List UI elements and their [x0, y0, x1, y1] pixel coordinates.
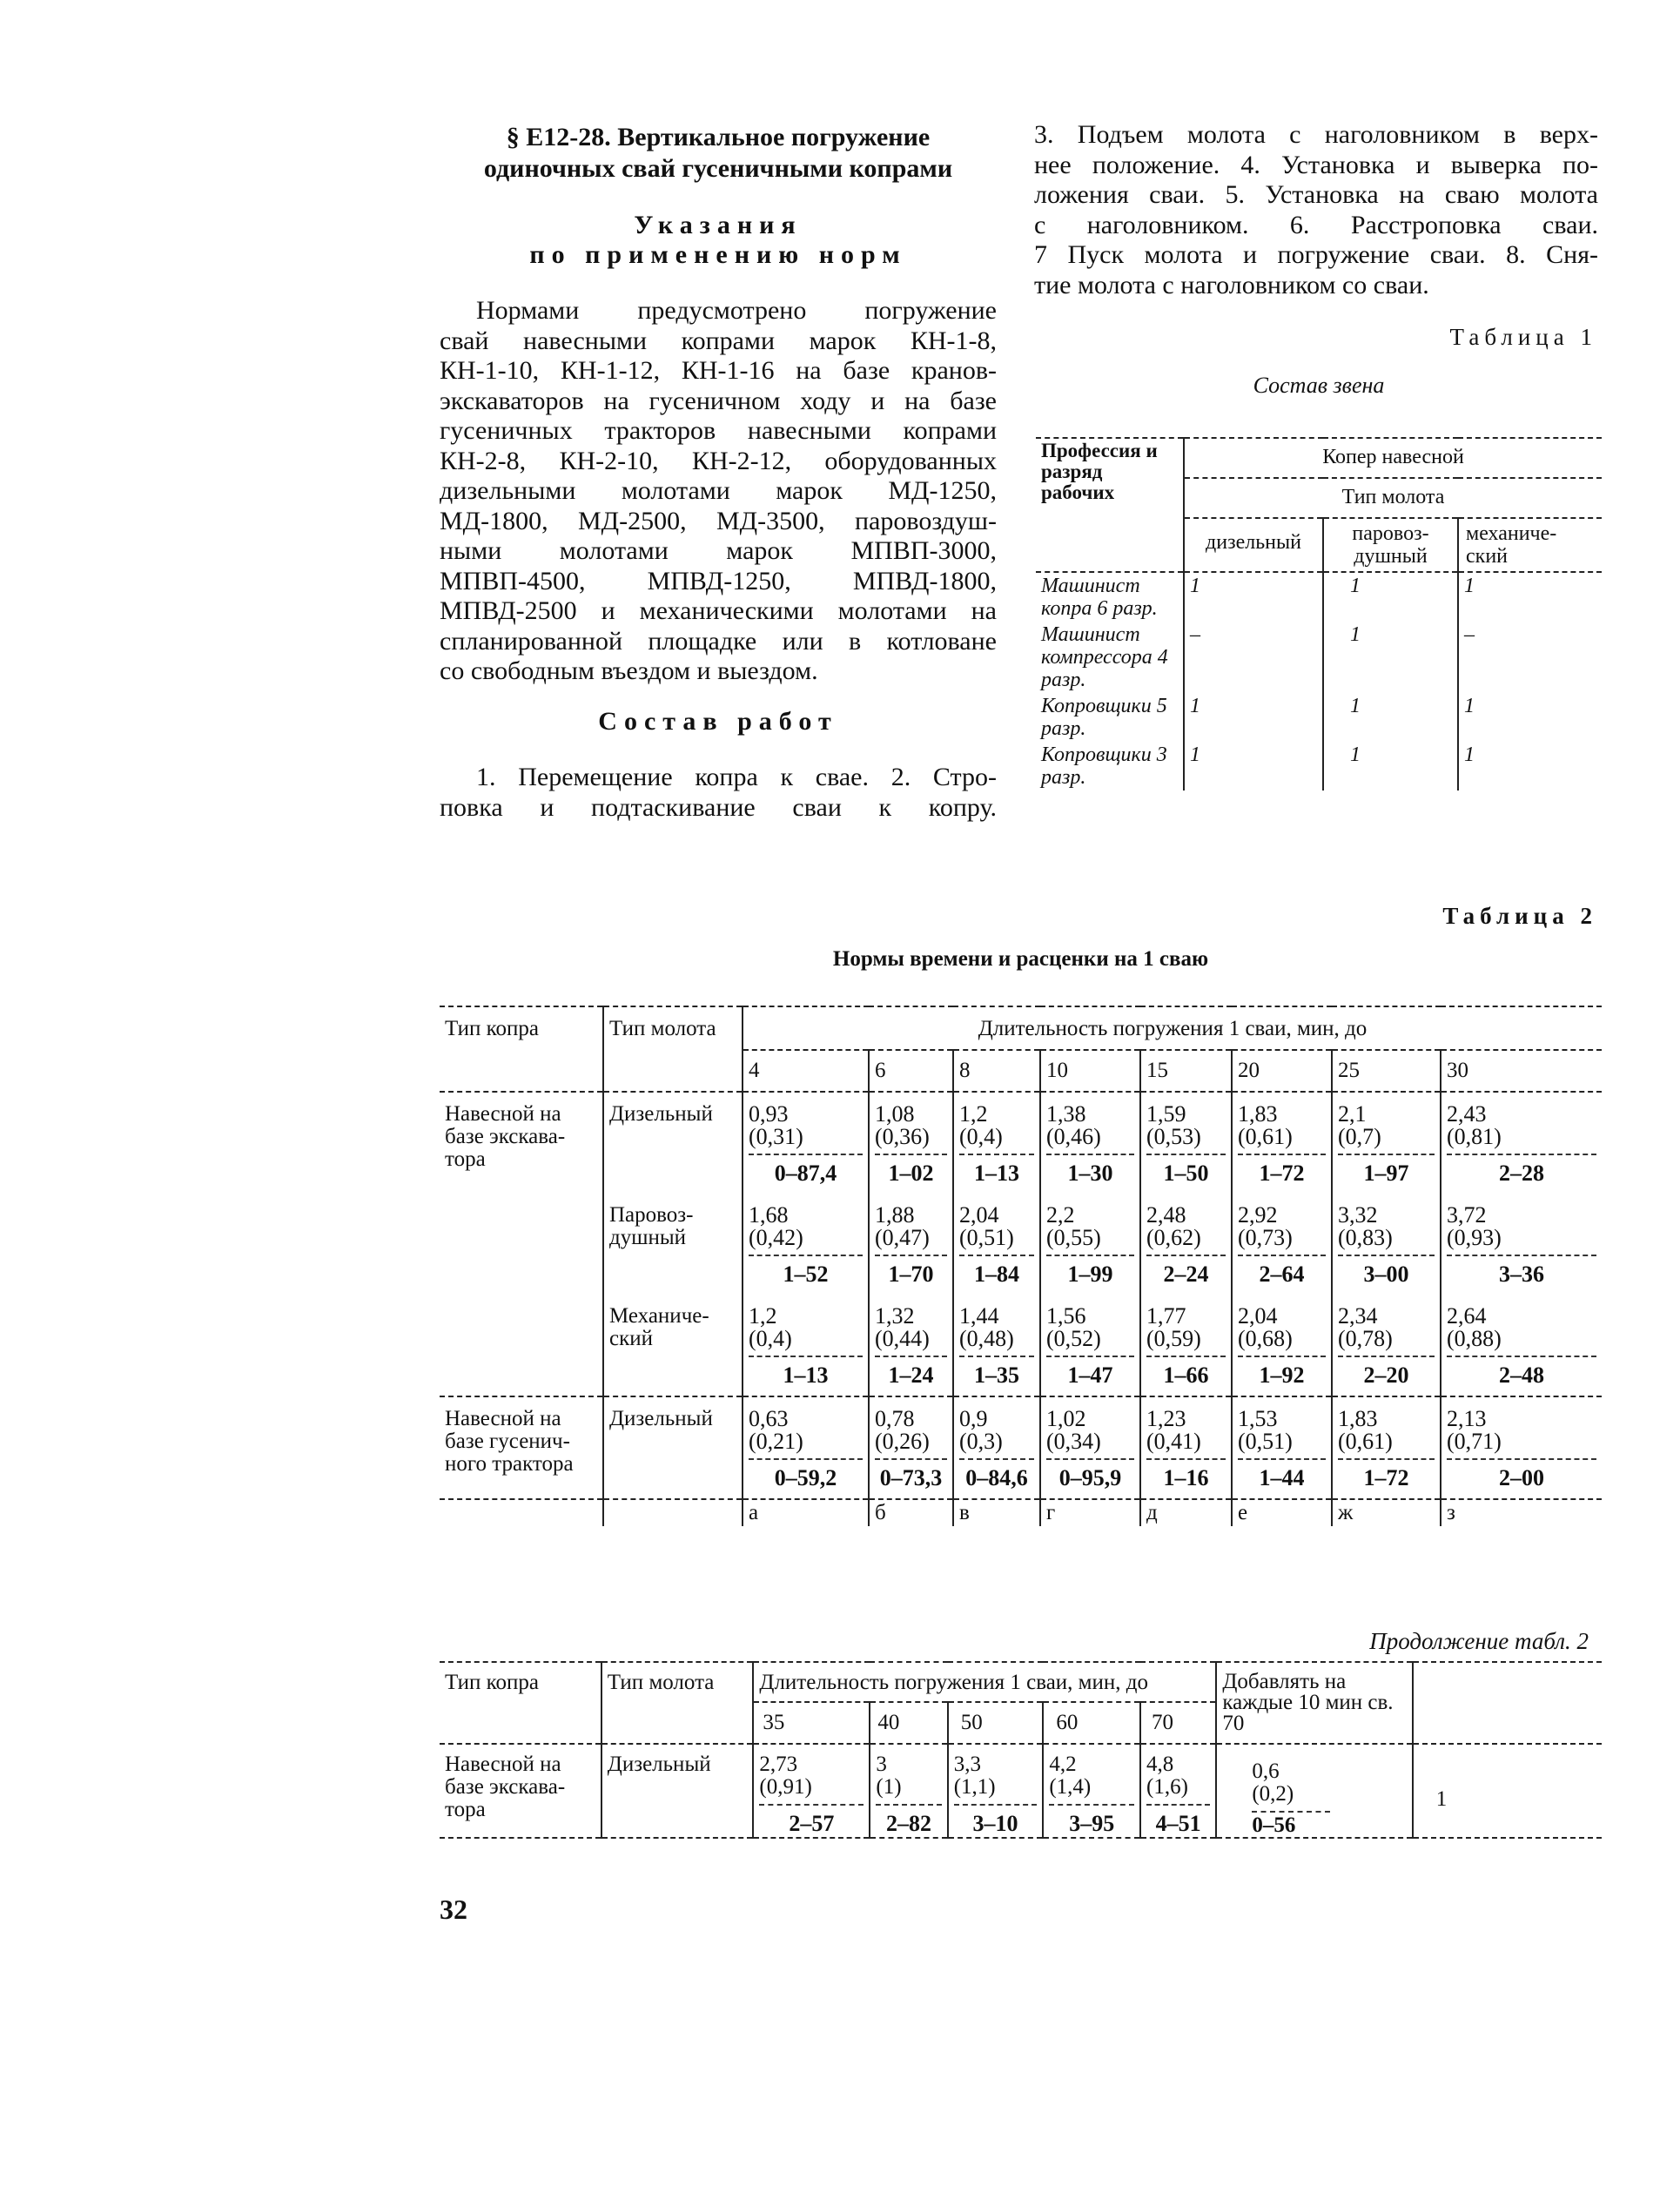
t3-header-hammer: Тип молота: [601, 1662, 754, 1744]
t2-hammer: Механиче-ский: [603, 1295, 743, 1396]
t1-type-diesel: дизельный: [1184, 518, 1323, 572]
t2-price: 1–24: [888, 1362, 934, 1388]
t2-duration: 8: [953, 1050, 1040, 1092]
section-heading: [453, 122, 984, 185]
t3-header-add: Добавлять на каждые 10 мин св. 70: [1216, 1662, 1412, 1744]
t3-paren: (1,4): [1049, 1775, 1092, 1799]
t2-letter: б: [869, 1499, 953, 1526]
cell-divider: [959, 1154, 1034, 1155]
t2-cell: [1332, 1194, 1441, 1295]
t2-price: 0–87,4: [774, 1161, 837, 1186]
cell-divider: [1338, 1356, 1435, 1357]
t2-norm: 0,63: [749, 1406, 789, 1431]
t2-price: 2–28: [1499, 1161, 1544, 1186]
t2-price: 1–13: [974, 1161, 1019, 1186]
cell-divider: [1447, 1255, 1596, 1256]
cell-divider: [959, 1458, 1034, 1460]
t1-cell: 1: [1458, 742, 1602, 791]
works-col2: [1034, 120, 1598, 300]
cell-divider: [1447, 1154, 1596, 1155]
t3-kopr: Навесной на базе экскава-тора: [445, 1753, 566, 1821]
t2-norm: 2,34: [1338, 1303, 1378, 1329]
cell-divider: [1046, 1356, 1134, 1357]
t3-cell: [948, 1744, 1044, 1838]
t3-norm: 4,8: [1146, 1753, 1174, 1776]
t2-cell: [1232, 1194, 1332, 1295]
t3-norm: 4,2: [1049, 1753, 1077, 1776]
t2-paren: (0,31): [749, 1124, 803, 1149]
t2-cell: [1140, 1194, 1232, 1295]
t3-paren: (1,6): [1146, 1775, 1188, 1799]
t2-cell: [869, 1194, 953, 1295]
t2-price: 1–16: [1163, 1465, 1209, 1490]
t3-norm: 3: [876, 1753, 887, 1776]
t2-cell: [1140, 1295, 1232, 1396]
t2-cell: [1040, 1194, 1140, 1295]
text-line: ными молотами марок МПВП-3000,: [440, 536, 997, 565]
t1-cell: –: [1458, 622, 1602, 693]
table2-cont: [440, 1661, 1602, 1839]
cell-divider: [1049, 1804, 1134, 1806]
t3-price: 2–57: [789, 1811, 835, 1836]
t2-norm: 0,93: [749, 1101, 789, 1127]
t2-letter: а: [743, 1499, 869, 1526]
t2-paren: (0,34): [1046, 1429, 1101, 1454]
t2-norm: 1,32: [875, 1303, 915, 1329]
t2-hammer: Дизельный: [603, 1396, 743, 1499]
cell-divider: [954, 1804, 1038, 1806]
text-line: КН-2-8, КН-2-10, КН-2-12, оборудованных: [440, 446, 997, 475]
t2-cell: [1332, 1295, 1441, 1396]
guidance-paragraph: [440, 296, 997, 687]
t2-cell: [869, 1295, 953, 1396]
t2-paren: (0,26): [875, 1429, 930, 1454]
t2-kopr: [440, 1295, 603, 1396]
t2-cell: [1332, 1396, 1441, 1499]
t2-cell: [953, 1396, 1040, 1499]
cell-divider: [876, 1804, 941, 1806]
cell-divider: [875, 1255, 947, 1256]
text-line: спланированной площадке или в котловане: [440, 626, 997, 656]
heading-line-1: § Е12-28. Вертикальное погружение: [506, 123, 931, 151]
t2-cell: [1332, 1092, 1441, 1194]
t3-duration: 70: [1140, 1702, 1216, 1744]
cell-divider: [749, 1356, 863, 1357]
t2-price: 2–20: [1363, 1362, 1409, 1388]
t2-paren: (0,59): [1146, 1326, 1201, 1351]
t2-cell: [1232, 1092, 1332, 1194]
t2-paren: (0,93): [1447, 1225, 1502, 1250]
table1-label: Таблица 1: [1449, 324, 1597, 350]
cell-divider: [1146, 1154, 1226, 1155]
t2-body: [440, 1092, 1602, 1499]
text-line: тие молота с наголовником со сваи.: [1034, 270, 1429, 299]
table2-caption: Нормы времени и расценки на 1 сваю: [832, 947, 1209, 971]
t2-cell: [953, 1295, 1040, 1396]
t3-price: 4–51: [1155, 1811, 1201, 1836]
text-line: повка и подтаскивание сваи к копру.: [440, 792, 997, 822]
t2-norm: 1,59: [1146, 1101, 1186, 1127]
t2-norm: 1,83: [1238, 1101, 1278, 1127]
t2-norm: 1,23: [1146, 1406, 1186, 1431]
t3-duration: 35: [753, 1702, 870, 1744]
t2-row: [440, 1396, 1602, 1499]
t2-price: 0–73,3: [879, 1465, 943, 1490]
t2-cell: [1441, 1295, 1602, 1396]
t1-header-profession: Профессия и разряд рабочих: [1036, 438, 1184, 572]
t2-cell: [1040, 1295, 1140, 1396]
cell-divider: [1238, 1458, 1326, 1460]
t1-cell: –: [1184, 622, 1323, 693]
t2-price: 1–35: [974, 1362, 1019, 1388]
t3-price: 2–82: [886, 1811, 932, 1836]
cell-divider: [759, 1804, 864, 1806]
t2-paren: (0,4): [959, 1124, 1003, 1149]
t2-price: 1–13: [783, 1362, 829, 1388]
t2-paren: (0,4): [749, 1326, 792, 1351]
t3-price: 3–95: [1069, 1811, 1115, 1836]
t2-letter: в: [953, 1499, 1040, 1526]
t2-price: 1–99: [1067, 1261, 1113, 1287]
t2-norm: 1,53: [1238, 1406, 1278, 1431]
t2-price: 1–47: [1067, 1362, 1113, 1388]
text-line: дизельными молотами марок МД-1250,: [440, 476, 997, 505]
t2-letter: г: [1040, 1499, 1140, 1526]
text-line: МПВП-4500, МПВД-1250, МПВД-1800,: [440, 566, 997, 595]
t2-cell: [743, 1092, 869, 1194]
t1-header-type: Тип молота: [1184, 478, 1602, 518]
cell-divider: [749, 1458, 863, 1460]
text-line: свай навесными копрами марок КН-1-8,: [440, 326, 997, 355]
t2-duration: 6: [869, 1050, 953, 1092]
t2-paren: (0,7): [1338, 1124, 1381, 1149]
t2-norm: 1,68: [749, 1202, 789, 1228]
t2-letter-spacer: [603, 1499, 743, 1526]
t2-cell: [1140, 1092, 1232, 1194]
t1-cell: 1: [1323, 572, 1458, 622]
t3-duration: 60: [1043, 1702, 1140, 1744]
t2-paren: (0,3): [959, 1429, 1003, 1454]
text-line: 1. Перемещение копра к свае. 2. Стро-: [476, 763, 997, 791]
t2-price: 1–02: [888, 1161, 934, 1186]
cell-divider: [1146, 1458, 1226, 1460]
t3-paren: (0,91): [759, 1775, 812, 1799]
t2-duration: 10: [1040, 1050, 1140, 1092]
cell-divider: [1046, 1458, 1134, 1460]
t1-cell: 1: [1323, 622, 1458, 693]
t3-norm: 3,3: [953, 1753, 981, 1776]
t2-price: 0–84,6: [965, 1465, 1028, 1490]
t2-price: 3–36: [1499, 1261, 1544, 1287]
cell-divider: [1238, 1154, 1326, 1155]
t2-cell: [1040, 1396, 1140, 1499]
cell-divider: [1338, 1255, 1435, 1256]
t3-cell: [1140, 1744, 1216, 1838]
t2-norm: 3,32: [1338, 1202, 1378, 1228]
t1-row-prof: Машинист компрессора 4 разр.: [1041, 623, 1168, 691]
t2-price: 2–48: [1499, 1362, 1544, 1388]
t3-cell: [753, 1744, 870, 1838]
t3-duration: 50: [948, 1702, 1044, 1744]
t2-cell: [1441, 1092, 1602, 1194]
t2-kopr: [440, 1194, 603, 1295]
cell-divider: [1338, 1458, 1435, 1460]
t3-header-kopr: Тип копра: [440, 1662, 601, 1744]
t2-norm: 1,2: [749, 1303, 777, 1329]
cell-divider: [1046, 1154, 1134, 1155]
t1-cell: 1: [1184, 572, 1323, 622]
text-line: МД-1800, МД-2500, МД-3500, паровоздуш-: [440, 506, 997, 535]
cell-divider: [1238, 1255, 1326, 1256]
text-line: 7 Пуск молота и погружение сваи. 8. Сня-: [1034, 240, 1598, 269]
t2-cell: [743, 1396, 869, 1499]
t2-norm: 1,83: [1338, 1406, 1378, 1431]
t2-price: 2–64: [1259, 1261, 1305, 1287]
text-line: Нормами предусмотрено погружение: [476, 296, 997, 325]
t2-paren: (0,21): [749, 1429, 803, 1454]
t2-letter-spacer: [440, 1499, 603, 1526]
cell-divider: [875, 1154, 947, 1155]
t3-paren: (1): [876, 1775, 902, 1799]
t1-cell: 1: [1323, 693, 1458, 742]
cell-divider: [1447, 1356, 1596, 1357]
table2-label: Таблица 2: [1442, 903, 1597, 929]
cell-divider: [1238, 1356, 1326, 1357]
t3-cell: [1043, 1744, 1140, 1838]
t2-paren: (0,47): [875, 1225, 930, 1250]
t2-kopr: Навесной на базе гусенич-ного трактора: [445, 1407, 574, 1476]
t1-row-prof: Копровщики 5 разр.: [1041, 695, 1167, 740]
t2-cell: [1140, 1396, 1232, 1499]
t2-duration: 25: [1332, 1050, 1441, 1092]
t2-norm: 1,56: [1046, 1303, 1086, 1329]
t2-price: 2–00: [1499, 1465, 1544, 1490]
t2-paren: (0,71): [1447, 1429, 1502, 1454]
t3-price: 3–10: [972, 1811, 1018, 1836]
t2-paren: (0,52): [1046, 1326, 1101, 1351]
table1-caption: Состав звена: [1253, 373, 1385, 398]
t2-price: 1–92: [1259, 1362, 1305, 1388]
t2-paren: (0,55): [1046, 1225, 1101, 1250]
t2-cell: [1040, 1092, 1140, 1194]
t2-norm: 2,43: [1447, 1101, 1487, 1127]
t1-cell: 1: [1323, 742, 1458, 791]
t2-cell: [1441, 1194, 1602, 1295]
t2-duration: 4: [743, 1050, 869, 1092]
t2-norm: 2,92: [1238, 1202, 1278, 1228]
t2-price: 1–66: [1163, 1362, 1209, 1388]
t2-letter: д: [1140, 1499, 1232, 1526]
cell-divider: [1338, 1154, 1435, 1155]
t2-price: 1–72: [1363, 1465, 1409, 1490]
cell-divider: [959, 1255, 1034, 1256]
t2-price: 1–52: [783, 1261, 829, 1287]
t2-letter: ж: [1332, 1499, 1441, 1526]
t3-add-paren: (0,2): [1252, 1782, 1294, 1806]
text-line: КН-1-10, КН-1-12, КН-1-16 на базе кранов-: [440, 356, 997, 385]
t2-cell: [743, 1295, 869, 1396]
t2-row: [440, 1092, 1602, 1194]
t3-header-duration: Длительность погружения 1 сваи, мин, до: [753, 1662, 1216, 1702]
t3-header-blank: [1413, 1662, 1602, 1744]
cell-divider: [1447, 1458, 1596, 1460]
t2-norm: 2,2: [1046, 1202, 1075, 1228]
t1-cell: 1: [1458, 693, 1602, 742]
t1-type-mechanical: механиче-ский: [1458, 518, 1602, 572]
t2-header-duration: Длительность погружения 1 сваи, мин, до: [743, 1006, 1602, 1050]
cell-divider: [1046, 1255, 1134, 1256]
text-line: МПВД-2500 и механическими молотами на: [440, 596, 997, 625]
cell-divider: [1252, 1811, 1330, 1813]
table2-cont-caption: Продолжение табл. 2: [1369, 1628, 1589, 1654]
t1-cell: 1: [1184, 693, 1323, 742]
t2-paren: (0,61): [1238, 1124, 1293, 1149]
t2-cell: [1232, 1396, 1332, 1499]
t2-norm: 1,77: [1146, 1303, 1186, 1329]
t2-row: [440, 1295, 1602, 1396]
table1: [1036, 437, 1602, 791]
works-title: Состав работ: [598, 707, 838, 736]
t2-norm: 0,78: [875, 1406, 915, 1431]
cell-divider: [875, 1356, 947, 1357]
t2-row: [440, 1194, 1602, 1295]
t2-cell: [1232, 1295, 1332, 1396]
t2-paren: (0,42): [749, 1225, 803, 1250]
t2-norm: 1,88: [875, 1202, 915, 1228]
t2-paren: (0,68): [1238, 1326, 1293, 1351]
cell-divider: [959, 1356, 1034, 1357]
text-line: со свободным въездом и выездом.: [440, 656, 818, 685]
t2-paren: (0,62): [1146, 1225, 1201, 1250]
t2-letter: з: [1441, 1499, 1602, 1526]
t3-row-no: 1: [1413, 1744, 1602, 1838]
t2-price: 1–97: [1363, 1161, 1409, 1186]
page-number: 32: [440, 1894, 467, 1925]
t2-norm: 1,44: [959, 1303, 999, 1329]
t2-kopr: Навесной на базе экскава-тора: [445, 1102, 566, 1171]
t2-paren: (0,44): [875, 1326, 930, 1351]
t2-cell: [869, 1092, 953, 1194]
t3-add-cell: [1216, 1744, 1412, 1838]
t2-norm: 2,04: [959, 1202, 999, 1228]
t2-price: 3–00: [1363, 1261, 1409, 1287]
t1-type-steam: паровоз-душный: [1323, 518, 1458, 572]
t2-paren: (0,83): [1338, 1225, 1393, 1250]
t2-cell: [743, 1194, 869, 1295]
text-line: гусеничных тракторов навесными копрами: [440, 416, 997, 445]
t2-norm: 3,72: [1447, 1202, 1487, 1228]
t2-price: 1–84: [974, 1261, 1019, 1287]
t2-norm: 2,64: [1447, 1303, 1487, 1329]
t2-paren: (0,78): [1338, 1326, 1393, 1351]
t2-paren: (0,73): [1238, 1225, 1293, 1250]
t2-price: 0–95,9: [1058, 1465, 1122, 1490]
t2-cell: [953, 1092, 1040, 1194]
cell-divider: [749, 1255, 863, 1256]
t1-cell: 1: [1458, 572, 1602, 622]
t2-cell: [869, 1396, 953, 1499]
table2: [440, 1006, 1602, 1526]
works-col1: [440, 763, 997, 823]
t2-norm: 0,9: [959, 1406, 988, 1431]
text-line: нее положение. 4. Установка и выверка по-: [1034, 150, 1598, 179]
t1-row-prof: Копровщики 3 разр.: [1041, 743, 1167, 789]
t2-norm: 2,04: [1238, 1303, 1278, 1329]
cell-divider: [1146, 1804, 1210, 1806]
t2-letter: е: [1232, 1499, 1332, 1526]
heading-line-2: одиночных свай гусеничными копрами: [483, 154, 953, 183]
t2-norm: 1,08: [875, 1101, 915, 1127]
t1-header-kopr: Копер навесной: [1184, 438, 1602, 478]
guidance-title-line-1: Указания: [634, 211, 803, 239]
cell-divider: [749, 1154, 863, 1155]
t3-duration: 40: [870, 1702, 947, 1744]
t2-norm: 1,38: [1046, 1101, 1086, 1127]
t2-price: 1–30: [1067, 1161, 1113, 1186]
t2-norm: 1,2: [959, 1101, 988, 1127]
t2-paren: (0,36): [875, 1124, 930, 1149]
t2-hammer: Дизельный: [603, 1092, 743, 1194]
t2-norm: 1,02: [1046, 1406, 1086, 1431]
cell-divider: [875, 1458, 947, 1460]
t2-norm: 2,48: [1146, 1202, 1186, 1228]
t2-price: 1–50: [1163, 1161, 1209, 1186]
t2-paren: (0,53): [1146, 1124, 1201, 1149]
text-line: 3. Подъем молота с наголовником в верх-: [1034, 120, 1598, 149]
text-line: с наголовником. 6. Расстроповка сваи.: [1034, 210, 1598, 239]
t2-paren: (0,46): [1046, 1124, 1101, 1149]
t3-hammer: Дизельный: [601, 1744, 754, 1838]
t2-price: 0–59,2: [774, 1465, 837, 1490]
t3-add-norm: 0,6: [1252, 1759, 1280, 1783]
cell-divider: [1146, 1255, 1226, 1256]
cell-divider: [1146, 1356, 1226, 1357]
t2-price: 2–24: [1163, 1261, 1209, 1287]
t2-price: 1–72: [1259, 1161, 1305, 1186]
t2-hammer: Паровоз-душный: [603, 1194, 743, 1295]
text-line: ложения сваи. 5. Установка на сваю молота: [1034, 180, 1598, 209]
t2-paren: (0,48): [959, 1326, 1014, 1351]
t2-norm: 2,1: [1338, 1101, 1367, 1127]
guidance-title-line-2: по применению норм: [529, 240, 907, 269]
t2-paren: (0,51): [959, 1225, 1014, 1250]
t2-norm: 2,13: [1447, 1406, 1487, 1431]
t3-paren: (1,1): [953, 1775, 996, 1799]
t2-paren: (0,41): [1146, 1429, 1201, 1454]
t2-paren: (0,51): [1238, 1429, 1293, 1454]
guidance-title: [453, 211, 984, 270]
t2-cell: [953, 1194, 1040, 1295]
t2-price: 1–44: [1259, 1465, 1305, 1490]
t2-header-kopr: Тип копра: [440, 1006, 603, 1092]
t3-add-price: 0–56: [1252, 1813, 1296, 1837]
text-line: экскаваторов на гусеничном ходу и на базе: [440, 386, 997, 415]
t2-duration: 15: [1140, 1050, 1232, 1092]
t2-price: 1–70: [888, 1261, 934, 1287]
t3-cell: [870, 1744, 947, 1838]
t3-norm: 2,73: [759, 1753, 798, 1776]
t2-paren: (0,61): [1338, 1429, 1393, 1454]
t2-duration: 30: [1441, 1050, 1602, 1092]
t2-paren: (0,88): [1447, 1326, 1502, 1351]
t1-cell: 1: [1184, 742, 1323, 791]
t1-row-prof: Машинист копра 6 разр.: [1041, 575, 1158, 620]
t2-header-hammer: Тип молота: [603, 1006, 743, 1092]
t2-cell: [1441, 1396, 1602, 1499]
t2-paren: (0,81): [1447, 1124, 1502, 1149]
t2-duration: 20: [1232, 1050, 1332, 1092]
